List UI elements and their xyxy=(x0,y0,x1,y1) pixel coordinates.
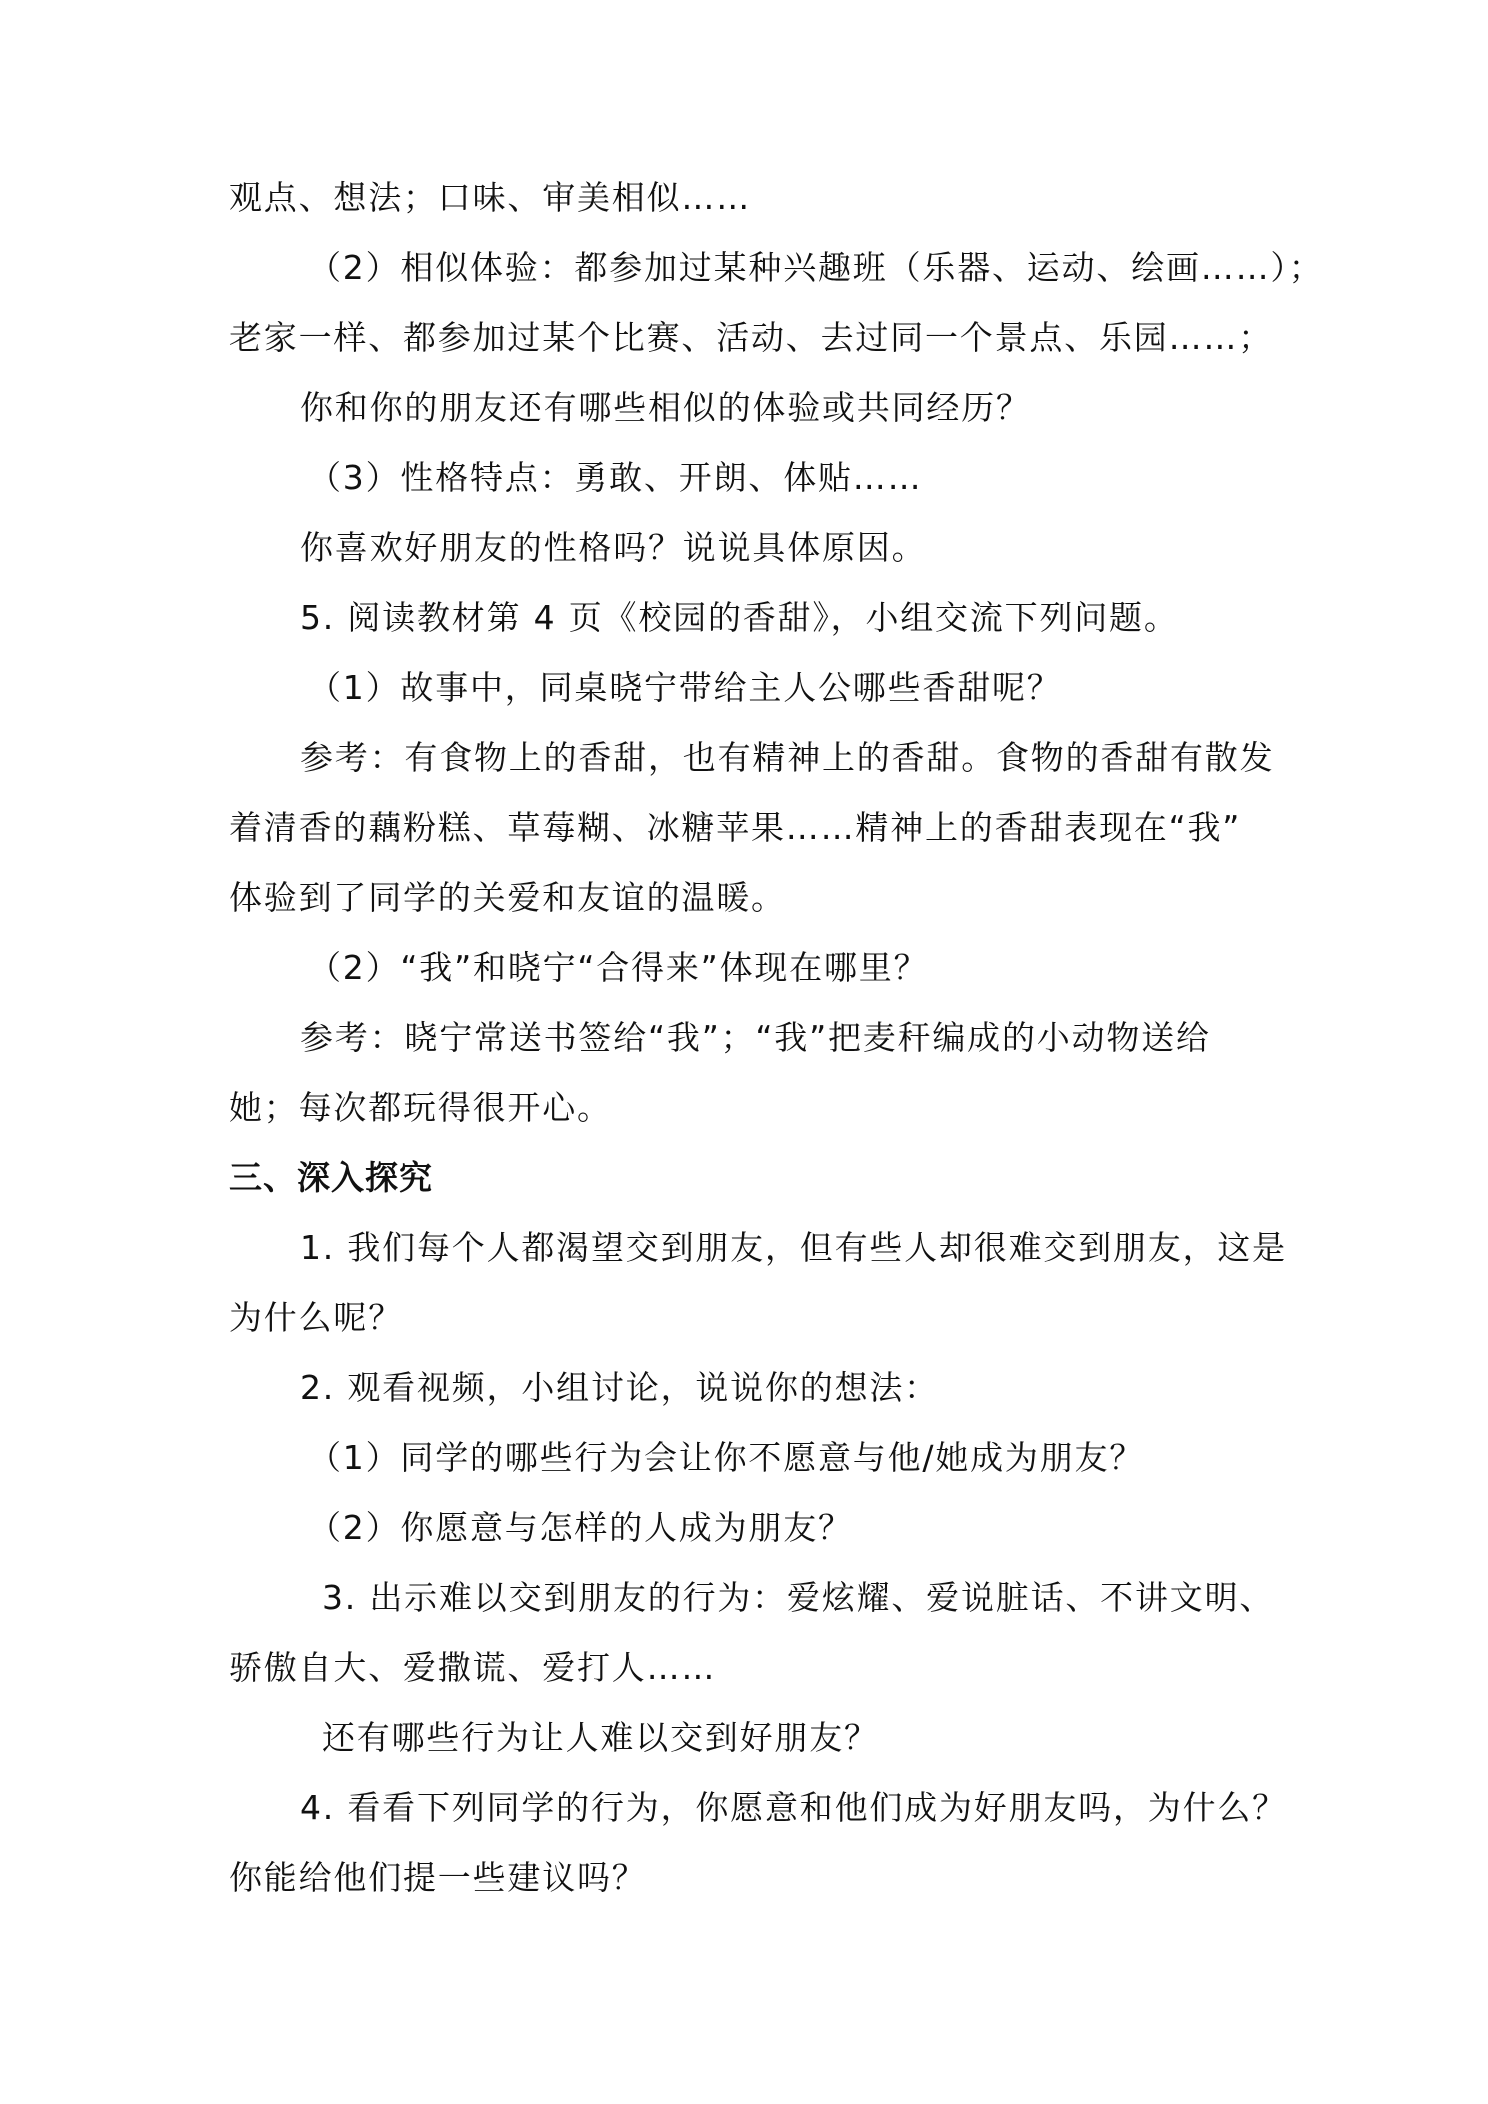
text-line: 为什么呢？ xyxy=(229,1298,403,1337)
text-line: 还有哪些行为让人难以交到好朋友？ xyxy=(322,1718,879,1757)
section-heading: 三、深入探究 xyxy=(229,1158,433,1197)
text-line: 你喜欢好朋友的性格吗？说说具体原因。 xyxy=(300,528,927,567)
text-line: 着清香的藕粉糕、草莓糊、冰糖苹果……精神上的香甜表现在“我” xyxy=(229,808,1242,847)
text-line: 5. 阅读教材第 4 页《校园的香甜》，小组交流下列问题。 xyxy=(300,598,1179,637)
text-line: 你能给他们提一些建议吗？ xyxy=(229,1858,647,1897)
text-line: 3. 出示难以交到朋友的行为：爱炫耀、爱说脏话、不讲文明、 xyxy=(322,1578,1275,1617)
text-line: 老家一样、都参加过某个比赛、活动、去过同一个景点、乐园……； xyxy=(229,318,1273,357)
text-line: 参考：有食物上的香甜，也有精神上的香甜。食物的香甜有散发 xyxy=(300,738,1275,777)
text-line: 参考：晓宁常送书签给“我”；“我”把麦秆编成的小动物送给 xyxy=(300,1018,1211,1057)
text-line: 骄傲自大、爱撒谎、爱打人…… xyxy=(229,1648,717,1687)
text-line: 体验到了同学的关爱和友谊的温暖。 xyxy=(229,878,786,917)
text-line: 她；每次都玩得很开心。 xyxy=(229,1088,612,1127)
text-line: （1）同学的哪些行为会让你不愿意与他/她成为朋友？ xyxy=(308,1438,1145,1477)
text-line: （2）相似体验：都参加过某种兴趣班（乐器、运动、绘画……）； xyxy=(308,248,1324,287)
text-line: （1）故事中，同桌晓宁带给主人公哪些香甜呢？ xyxy=(308,668,1062,707)
text-line: 你和你的朋友还有哪些相似的体验或共同经历？ xyxy=(300,388,1031,427)
text-line: 1. 我们每个人都渴望交到朋友，但有些人却很难交到朋友，这是 xyxy=(300,1228,1287,1267)
text-line: 2. 观看视频，小组讨论，说说你的想法： xyxy=(300,1368,939,1407)
text-line: 4. 看看下列同学的行为，你愿意和他们成为好朋友吗，为什么？ xyxy=(300,1788,1287,1827)
text-line: （2）你愿意与怎样的人成为朋友？ xyxy=(308,1508,853,1547)
text-line: （3）性格特点：勇敢、开朗、体贴…… xyxy=(308,458,923,497)
text-line: 观点、想法；口味、审美相似…… xyxy=(229,178,751,217)
text-line: （2）“我”和晓宁“合得来”体现在哪里？ xyxy=(308,948,929,987)
